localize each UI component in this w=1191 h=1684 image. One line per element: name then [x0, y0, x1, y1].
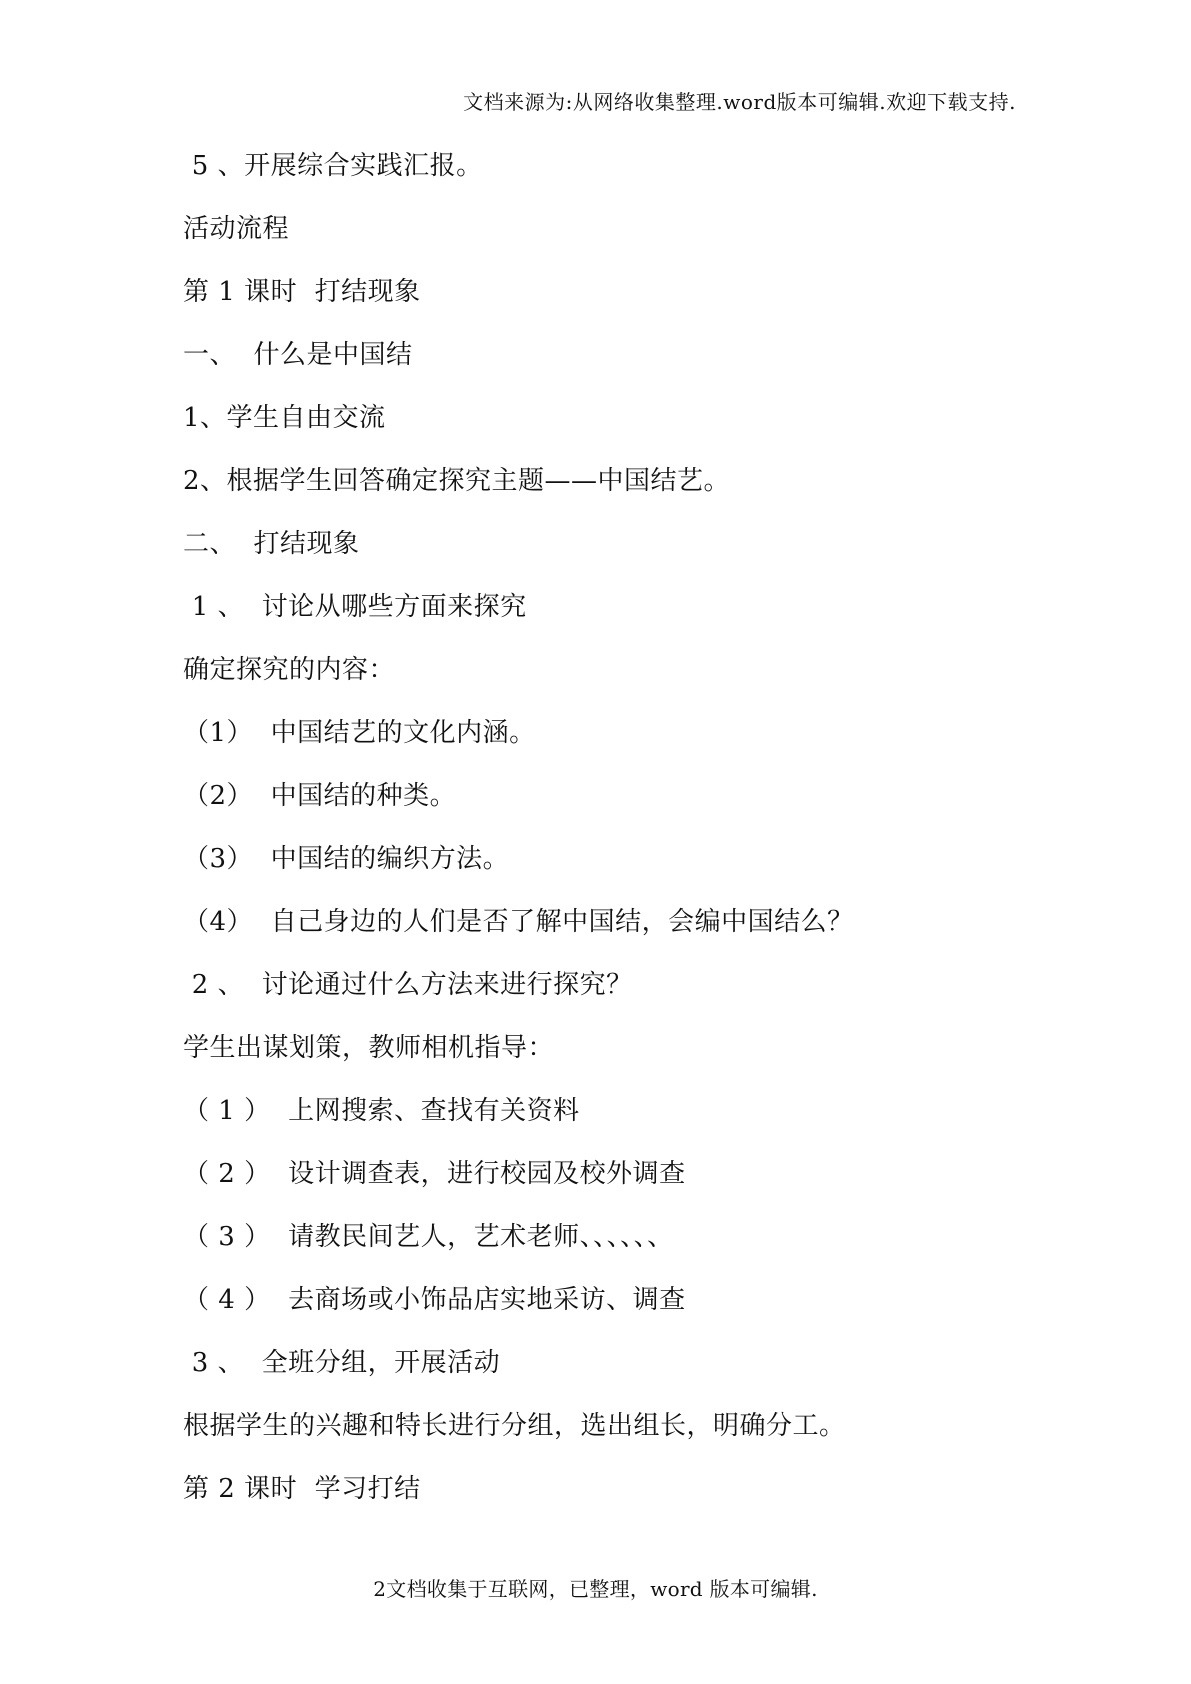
- list-item: （4） 自己身边的人们是否了解中国结，会编中国结么？: [183, 907, 854, 937]
- text-line: 确定探究的内容：: [183, 655, 396, 685]
- text-line: 5 、开展综合实践汇报。: [183, 151, 483, 181]
- lesson-heading: 第 1 课时 打结现象: [183, 277, 421, 307]
- list-item: （ 2 ） 设计调查表，进行校园及校外调查: [183, 1159, 686, 1189]
- list-item: 2、根据学生回答确定探究主题——中国结艺。: [183, 466, 731, 496]
- list-item: （ 4 ） 去商场或小饰品店实地采访、调查: [183, 1285, 686, 1315]
- section-heading: 活动流程: [183, 214, 290, 244]
- list-item: 3 、 全班分组，开展活动: [183, 1348, 501, 1378]
- document-body: [183, 152, 1063, 1538]
- text-line: 学生出谋划策，教师相机指导：: [183, 1033, 555, 1063]
- page-header: 文档来源为:从网络收集整理.word版本可编辑.欢迎下载支持.: [463, 90, 1016, 114]
- text-line: 根据学生的兴趣和特长进行分组，选出组长，明确分工。: [183, 1411, 846, 1441]
- list-item: 1 、 讨论从哪些方面来探究: [183, 592, 527, 622]
- list-item: 1、学生自由交流: [183, 403, 386, 433]
- section-heading: 二、 打结现象: [183, 529, 360, 559]
- lesson-heading: 第 2 课时 学习打结: [183, 1474, 421, 1504]
- list-item: 2 、 讨论通过什么方法来进行探究？: [183, 970, 633, 1000]
- section-heading: 一、 什么是中国结: [183, 340, 413, 370]
- list-item: （ 1 ） 上网搜索、查找有关资料: [183, 1096, 580, 1126]
- list-item: （1） 中国结艺的文化内涵。: [183, 718, 536, 748]
- list-item: （2） 中国结的种类。: [183, 781, 457, 811]
- page-footer: 2文档收集于互联网，已整理，word 版本可编辑.: [373, 1577, 818, 1601]
- list-item: （3） 中国结的编织方法。: [183, 844, 510, 874]
- list-item: （ 3 ） 请教民间艺人，艺术老师、、、、、、: [183, 1222, 674, 1252]
